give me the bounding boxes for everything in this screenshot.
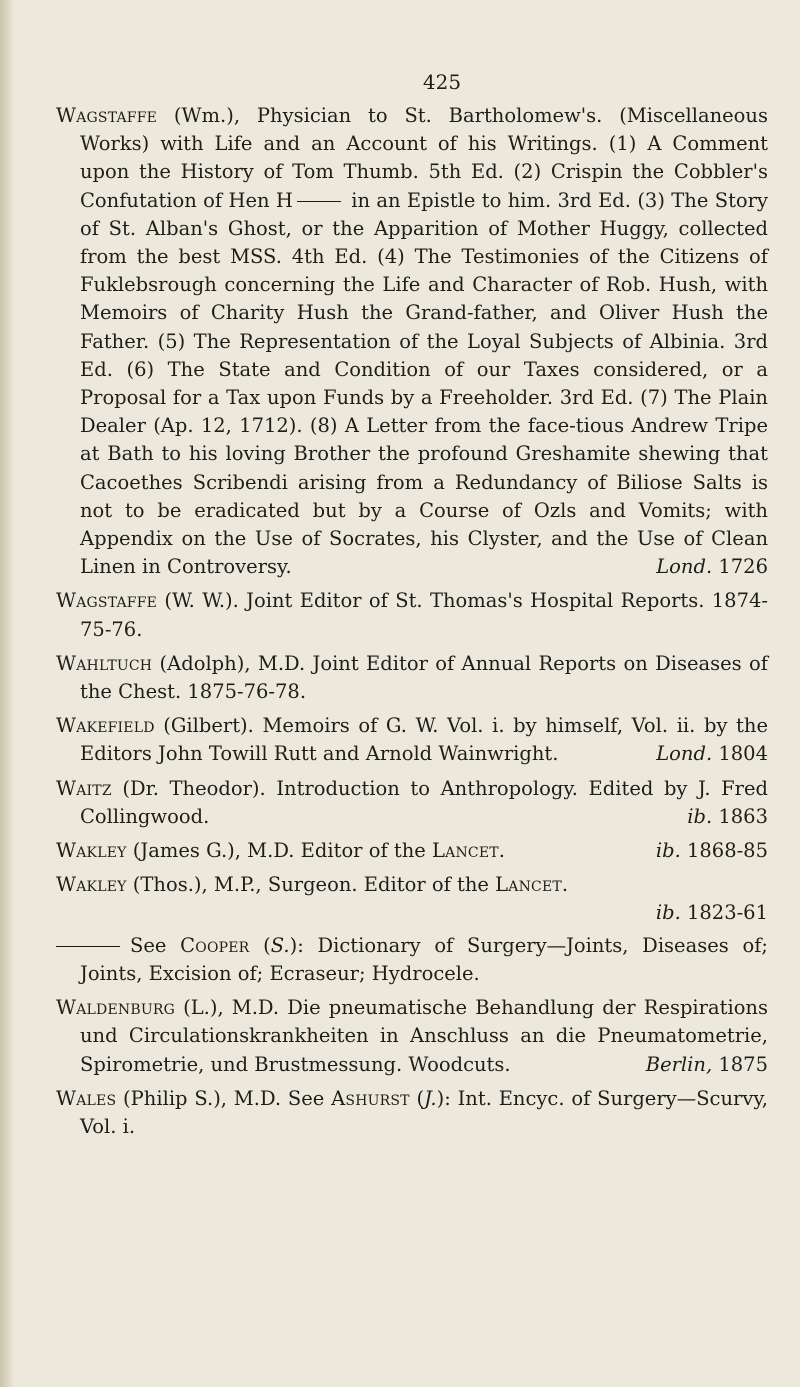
imprint-place: ib.: [655, 839, 681, 863]
entry-text: (Wm.), Physician to St. Bartholomew's. (Miscellaneous Works) with Life and an Account of his Writings. (1) A Comment upon the History of Tom Thumb. 5th Ed. (2) Crispin the Cobbler's Confutation of Hen H: [80, 104, 768, 212]
bibliography-entry-wagstaffe-ww: [56, 587, 768, 643]
bibliography-entry-waldenburg: [56, 994, 768, 1079]
entry-text: (Adolph), M.D. Joint Editor of Annual Reports on Diseases of the Chest. 1875-76-78.: [80, 651, 768, 704]
imprint-place: ib.: [687, 804, 713, 828]
imprint-year: 1804: [718, 742, 768, 766]
bibliography-entry-waitz: [56, 775, 768, 831]
entry-name: Wahltuch: [56, 651, 153, 675]
entry-text: (James G.), M.D. Editor of the: [126, 839, 432, 863]
entry-text: (W. W.). Joint Editor of St. Thomas's Hospital Reports. 1874-75-76.: [80, 589, 768, 641]
see-initial: S.: [270, 933, 290, 957]
entry-text-continued: : Int. Encyc. of Surgery—Scurvy, Vol. i.: [80, 1086, 768, 1138]
entry-imprint: [56, 899, 768, 927]
see-name: Cooper: [180, 933, 250, 957]
bibliography-entry-wakley-james: [56, 837, 768, 865]
journal-title: Lancet.: [432, 839, 506, 863]
imprint-year: 1868-85: [686, 839, 768, 863]
imprint-year: 1726: [718, 555, 768, 579]
entry-name: Wales: [56, 1086, 117, 1110]
entry-text: (Thos.), M.P., Surgeon. Editor of the: [126, 873, 496, 897]
entry-name: Wakefield: [56, 714, 155, 738]
entry-name: Wagstaffe: [56, 104, 158, 127]
bibliography-entry-see-cooper: See Cooper (S.): Dictionary of Surgery—Joints, Diseases of; Joints, Excision of; Ecraseur; Hydrocele.: [56, 932, 768, 988]
entry-name: Wagstaffe: [56, 589, 158, 613]
entry-imprint: [636, 740, 768, 768]
bibliography-entry-wales: Wales (Philip S.), M.D. See Ashurst (J.): Int. Encyc. of Surgery—Scurvy, Vol. i.: [56, 1086, 768, 1138]
bibliography-entry-wagstaffe-wm: [56, 102, 768, 581]
see-initial: J.: [424, 1086, 437, 1110]
page-binding-edge: [0, 0, 14, 1387]
imprint-year: 1875: [718, 1052, 768, 1076]
entry-name: Waitz: [56, 776, 112, 800]
see-name: Ashurst: [331, 1086, 410, 1110]
imprint-place: Lond.: [656, 742, 713, 766]
entry-text: (Dr. Theodor). Introduction to Anthropology. Edited by J. Fred Collingwood.: [80, 776, 768, 828]
omission-dash: [297, 201, 341, 202]
entry-name: Wakley: [56, 839, 127, 863]
see-prefix: See: [130, 933, 181, 957]
imprint-place: ib.: [655, 901, 681, 925]
journal-title: Lancet.: [495, 873, 569, 897]
bibliography-entry-wahltuch: [56, 650, 768, 706]
page-number: 425: [422, 70, 462, 94]
entry-imprint: [626, 1051, 768, 1079]
entry-text: (L.), M.D. Die pneumatische Behandlung der Respirations und Circulationskrankheiten in Anschluss an die Pneumatometrie, Spirometrie, und Brustmessung. Woodcuts.: [80, 996, 768, 1076]
entry-text: (Gilbert). Memoirs of G. W. Vol. i. by himself, Vol. ii. by the Editors John Towill Rutt and Arnold Wainwright.: [80, 714, 768, 766]
imprint-year: 1823-61: [686, 901, 768, 925]
bibliography-entry-wakefield: [56, 712, 768, 768]
document-page: [56, 68, 768, 1147]
ditto-dash: [56, 946, 120, 947]
imprint-year: 1863: [718, 804, 768, 828]
entry-imprint: [667, 803, 768, 831]
entry-name: Wakley: [56, 873, 127, 897]
imprint-place: Lond.: [656, 555, 713, 579]
entry-text-continued: in an Epistle to him. 3rd Ed. (3) The Story of St. Alban's Ghost, or the Apparition of Mother Huggy, collected from the best MSS. 4th Ed. (4) The Testimonies of the Citizens of Fuklebsrough concerning the Life and Character of Rob. Hush, with Memoirs of Charity Hush the Grand-father, and Oliver Hush the Father. (5) The Representation of the Loyal Subjects of Albinia. 3rd Ed. (6) The State and Condition of our Taxes considered, or a Proposal for a Tax upon Funds by a Freeholder. 3rd Ed. (7) The Plain Dealer (Ap. 12, 1712). (8) A Letter from the face-tious Andrew Tripe at Bath to his loving Brother the profound Greshamite shewing that Cacoethes Scribendi arising from a Redundancy of Biliose Salts is not to be eradicated but by a Course of Ozls and Vomits; with Appendix on the Use of Socrates, his Clyster, and the Use of Clean Linen in Controversy.: [80, 188, 768, 579]
entry-name: Waldenburg: [56, 996, 175, 1020]
entry-imprint: [636, 553, 768, 581]
imprint-place: Berlin,: [645, 1052, 713, 1076]
bibliography-entry-wakley-thos: [56, 871, 768, 899]
entry-text: (Philip S.), M.D. See: [116, 1086, 332, 1110]
entry-imprint: [636, 837, 768, 865]
entry-text: : Dictionary of Surgery—Joints, Diseases of; Joints, Excision of; Ecraseur; Hydrocele.: [80, 933, 769, 985]
